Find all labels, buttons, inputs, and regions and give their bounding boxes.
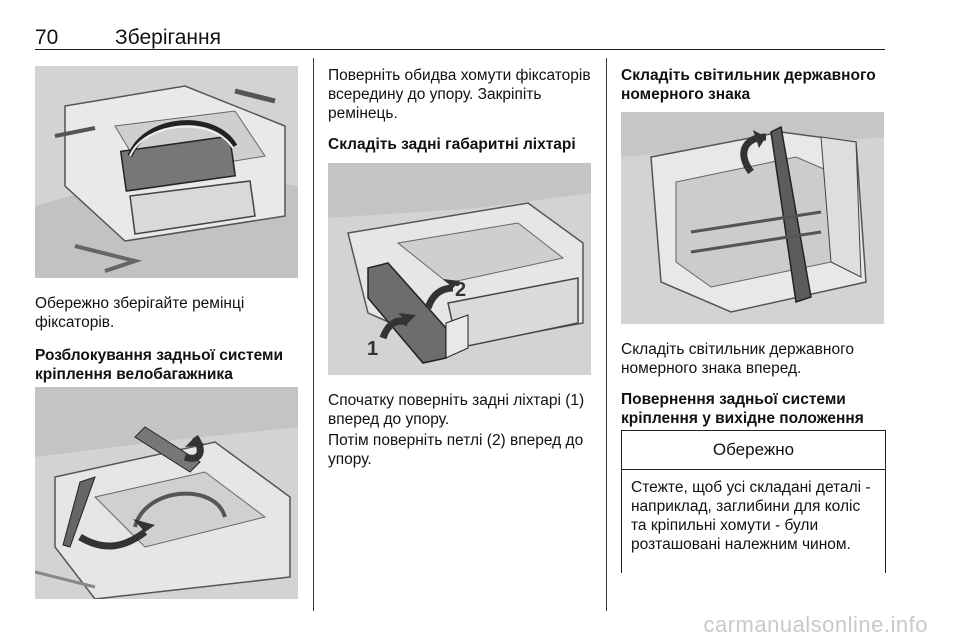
text-fold-plate-light-forward: Складіть світильник державного номерного знака вперед. — [621, 341, 855, 377]
figure-fold-plate-light — [621, 112, 884, 324]
text-turn-rear-lights: Спочатку поверніть задні ліхтарі (1) вперед до упору. — [328, 392, 585, 428]
heading-fold-rear-lights: Складіть задні габаритні ліхтарі — [328, 136, 576, 153]
page-number: 70 — [35, 26, 59, 49]
heading-unlock-bike-carrier: Розблокування задньої системи кріплення велобагажника — [35, 347, 283, 383]
figure-strap-storage — [35, 66, 298, 278]
caution-box — [621, 430, 886, 573]
caption-store-straps: Обережно зберігайте ремінці фіксаторів. — [35, 295, 245, 331]
page-header — [35, 22, 885, 52]
header-rule — [35, 49, 885, 50]
column-divider-1 — [313, 58, 314, 611]
callout-2: 2 — [455, 279, 467, 301]
text-turn-clamps: Поверніть обидва хомути фіксаторів всередину до упору. Закріпіть ремінець. — [328, 67, 591, 122]
heading-fold-plate-light: Складіть світильник державного номерного знака — [621, 67, 876, 103]
column-divider-2 — [606, 58, 607, 611]
page-title: Зберігання — [115, 26, 221, 49]
watermark: carmanualsonline.info — [703, 612, 928, 637]
heading-return-carrier: Повернення задньої системи кріплення у вихідне положення — [621, 391, 864, 427]
figure-unlock-carrier — [35, 387, 298, 599]
callout-1: 1 — [367, 338, 379, 360]
text-turn-loops: Потім поверніть петлі (2) вперед до упору. — [328, 432, 584, 468]
caution-title: Обережно — [622, 431, 885, 470]
caution-body: Стежте, щоб усі складані деталі - наприклад, заглибини для коліс та кріпильні хомути - були розташовані належним чином. — [631, 479, 871, 553]
